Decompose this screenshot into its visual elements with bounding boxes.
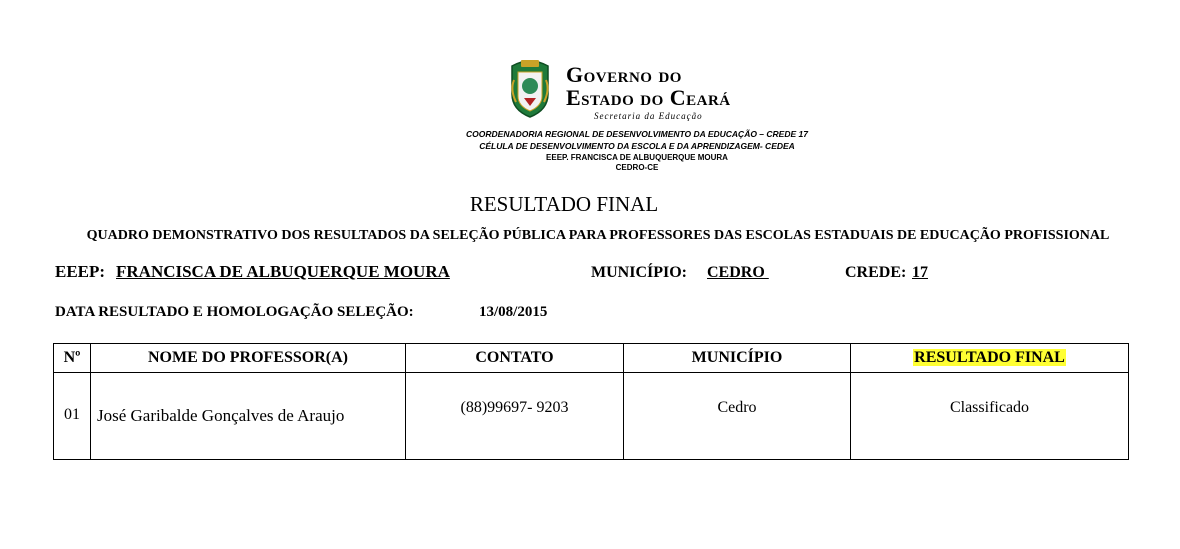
cell-contato-text: (88)99697- 9203 (460, 399, 569, 416)
municipio-value: CEDRO (707, 264, 769, 281)
results-table (53, 343, 1129, 460)
municipio-label: MUNICÍPIO: (591, 264, 687, 281)
cell-num-text: 01 (64, 406, 80, 423)
ceara-coat-of-arms-logo (508, 56, 552, 118)
header-resultado-highlight: RESULTADO FINAL (914, 349, 1065, 366)
header-line-coordenadoria: COORDENADORIA REGIONAL DE DESENVOLVIMENTO DA EDUCAÇÃO – CREDE 17 (466, 129, 808, 139)
header-resultado (851, 344, 1129, 373)
cell-resultado (851, 373, 1129, 460)
data-resultado-value: 13/08/2015 (479, 304, 548, 320)
table-header-row (54, 344, 1129, 373)
cell-nome (91, 373, 406, 460)
eeep-label: EEEP: (55, 262, 106, 281)
document-subtitle: QUADRO DEMONSTRATIVO DOS RESULTADOS DA SELEÇÃO PÚBLICA PARA PROFESSORES DAS ESCOLAS ESTADUAIS DE EDUCAÇÃO PROFISSIONAL (86, 228, 1110, 243)
government-title-line1: Governo do (566, 62, 682, 87)
cell-contato (406, 373, 624, 460)
secretaria-subtitle: Secretaria da Educação (594, 111, 703, 121)
crede-value: 17 (912, 264, 928, 281)
document-title: RESULTADO FINAL (469, 192, 659, 216)
government-title-line2: Estado do Ceará (566, 85, 731, 110)
header-line-school: EEEP. FRANCISCA DE ALBUQUERQUE MOURA (546, 153, 728, 162)
header-num: Nº (54, 344, 91, 373)
cell-municipio-text: Cedro (717, 399, 757, 416)
data-resultado-label: DATA RESULTADO E HOMOLOGAÇÃO SELEÇÃO: (55, 304, 414, 320)
table-row (54, 373, 1129, 460)
crede-label: CREDE: (845, 264, 907, 281)
cell-num (54, 373, 91, 460)
cell-nome-text: José Garibalde Gonçalves de Araujo (97, 406, 345, 425)
header-municipio: MUNICÍPIO (624, 344, 851, 373)
header-line-celula: CÉLULA DE DESENVOLVIMENTO DA ESCOLA E DA APRENDIZAGEM- CEDEA (479, 141, 795, 151)
header-line-city: CEDRO-CE (615, 163, 659, 172)
eeep-name: FRANCISCA DE ALBUQUERQUE MOURA (116, 262, 450, 281)
header-contato: CONTATO (406, 344, 624, 373)
cell-resultado-text: Classificado (949, 399, 1030, 416)
header-nome: NOME DO PROFESSOR(A) (91, 344, 406, 373)
cell-municipio (624, 373, 851, 460)
